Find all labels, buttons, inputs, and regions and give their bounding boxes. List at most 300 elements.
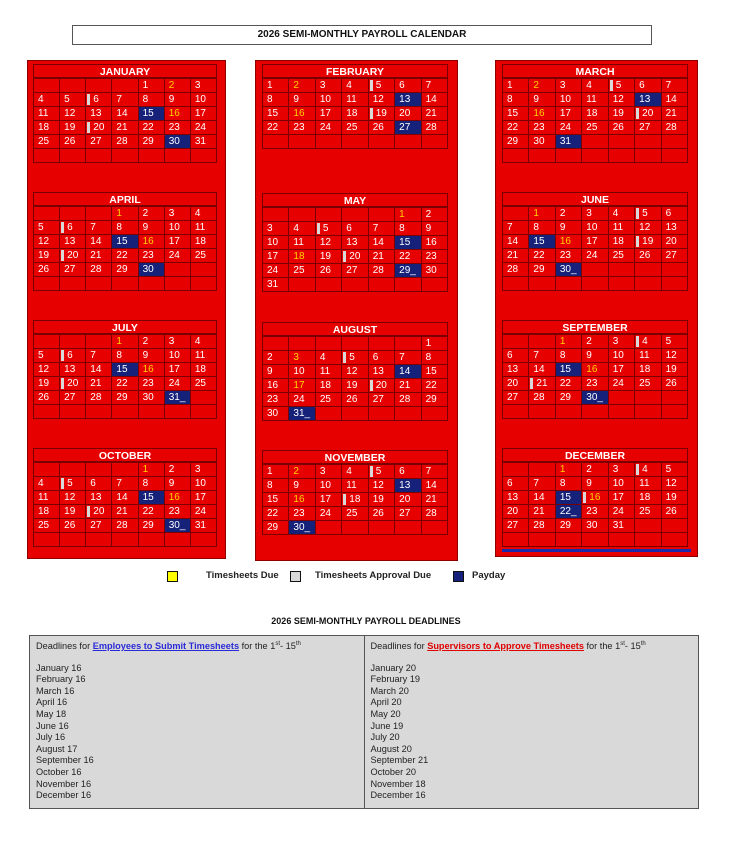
month-january — [33, 64, 217, 163]
month-name: APRIL — [33, 192, 217, 206]
day-cell: 19 — [316, 250, 342, 264]
day-cell: 22 — [112, 249, 138, 263]
empty-cell — [60, 277, 86, 291]
day-cell: 19 — [369, 493, 395, 507]
day-cell: 31 — [191, 519, 217, 533]
day-cell: 26 — [609, 121, 635, 135]
deadlines-title: 2026 SEMI-MONTHLY PAYROLL DEADLINES — [271, 616, 461, 626]
day-cell: 18 — [34, 505, 60, 519]
empty-cell — [662, 533, 688, 547]
empty-cell — [342, 208, 368, 222]
day-cell: 14 — [112, 491, 138, 505]
empty-cell — [556, 533, 582, 547]
day-cell: 16 — [263, 379, 289, 393]
day-cell: 26 — [60, 519, 86, 533]
day-cell: 14 — [662, 93, 688, 107]
day-cell: 18 — [635, 491, 661, 505]
deadline-date: August 17 — [36, 743, 78, 754]
empty-cell — [635, 263, 661, 277]
day-cell: 2 — [139, 335, 165, 349]
day-cell: 26 — [635, 249, 661, 263]
empty-cell — [86, 463, 112, 477]
day-cell: 2 — [529, 79, 555, 93]
day-cell: 31 — [609, 519, 635, 533]
day-cell: 23 — [289, 507, 315, 521]
empty-cell — [191, 391, 217, 405]
deadline-date: October 16 — [36, 767, 82, 777]
empty-cell — [191, 149, 217, 163]
deadline-date: April 16 — [36, 697, 68, 708]
day-cell: 27 — [662, 249, 688, 263]
day-cell: 12 — [369, 479, 395, 493]
empty-cell — [342, 278, 368, 292]
day-cell: 25 — [342, 121, 368, 135]
day-cell: 6 — [60, 221, 86, 235]
day-cell: 16 — [582, 491, 608, 505]
day-cell: 17 — [316, 107, 342, 121]
deadline-date: September 16 — [36, 755, 94, 766]
empty-cell — [635, 533, 661, 547]
day-cell: 22 — [263, 121, 289, 135]
day-cell: 25 — [342, 507, 368, 521]
day-cell: 15 — [263, 107, 289, 121]
day-cell: 27 — [86, 135, 112, 149]
empty-cell — [34, 79, 60, 93]
day-cell: 1 — [139, 79, 165, 93]
day-cell: 16 — [289, 107, 315, 121]
day-cell: 10 — [289, 365, 315, 379]
day-cell: 24 — [289, 393, 315, 407]
day-cell: 3 — [191, 463, 217, 477]
day-cell: 21 — [86, 377, 112, 391]
day-cell: 18 — [34, 121, 60, 135]
day-cell: 3 — [191, 79, 217, 93]
day-cell: 17 — [609, 491, 635, 505]
day-cell: 20 — [503, 505, 529, 519]
day-cell: 21 — [422, 493, 448, 507]
empty-cell — [34, 207, 60, 221]
day-cell: 8 — [422, 351, 448, 365]
empty-cell — [422, 407, 448, 421]
month-name: JANUARY — [33, 64, 217, 78]
empty-cell — [86, 533, 112, 547]
empty-cell — [503, 533, 529, 547]
day-cell: 21 — [395, 379, 421, 393]
day-cell: 18 — [342, 107, 368, 121]
empty-cell — [316, 407, 342, 421]
day-cell: 25 — [34, 519, 60, 533]
empty-cell — [60, 533, 86, 547]
empty-cell — [86, 207, 112, 221]
day-cell: 24 — [165, 249, 191, 263]
empty-cell — [34, 405, 60, 419]
empty-cell — [86, 405, 112, 419]
day-cell: 30 — [422, 264, 448, 278]
day-cell: 12 — [609, 93, 635, 107]
day-cell: 31_ — [165, 391, 191, 405]
empty-cell — [369, 208, 395, 222]
day-cell: 11 — [609, 221, 635, 235]
day-cell: 19 — [60, 121, 86, 135]
empty-cell — [662, 405, 688, 419]
day-cell: 8 — [556, 477, 582, 491]
day-cell: 27 — [60, 391, 86, 405]
day-cell: 7 — [86, 221, 112, 235]
day-cell: 12 — [316, 236, 342, 250]
day-cell: 19 — [369, 107, 395, 121]
empty-cell — [662, 263, 688, 277]
empty-cell — [582, 405, 608, 419]
legend — [0, 569, 732, 585]
day-cell: 21 — [503, 249, 529, 263]
empty-cell — [662, 391, 688, 405]
month-may — [262, 193, 448, 292]
day-cell: 22 — [395, 250, 421, 264]
empty-cell — [635, 149, 661, 163]
month-name: JUNE — [502, 192, 688, 206]
day-cell: 9 — [139, 221, 165, 235]
day-cell: 8 — [395, 222, 421, 236]
day-cell: 14 — [112, 107, 138, 121]
day-cell: 27 — [503, 391, 529, 405]
day-cell: 17 — [609, 363, 635, 377]
employee-deadlines-header — [36, 639, 358, 653]
day-cell: 28 — [503, 263, 529, 277]
supervisor-deadline-list — [371, 663, 693, 802]
day-cell: 15 — [139, 107, 165, 121]
day-cell: 27 — [503, 519, 529, 533]
day-cell: 26 — [369, 121, 395, 135]
empty-cell — [112, 533, 138, 547]
empty-cell — [165, 277, 191, 291]
day-cell: 28 — [422, 507, 448, 521]
day-cell: 26 — [60, 135, 86, 149]
month-march — [502, 64, 688, 163]
day-cell: 11 — [342, 479, 368, 493]
day-cell: 6 — [503, 477, 529, 491]
day-cell: 4 — [582, 79, 608, 93]
empty-cell — [112, 149, 138, 163]
day-cell: 21 — [86, 249, 112, 263]
supervisors-approve-link[interactable]: Supervisors to Approve Timesheets — [427, 641, 584, 652]
empty-cell — [191, 533, 217, 547]
day-cell: 16 — [165, 491, 191, 505]
day-cell: 4 — [191, 335, 217, 349]
day-cell: 11 — [635, 477, 661, 491]
day-cell: 4 — [34, 477, 60, 491]
month-june — [502, 192, 688, 291]
empty-cell — [582, 263, 608, 277]
empty-cell — [60, 79, 86, 93]
legend-payday: Payday — [472, 570, 506, 581]
day-cell: 20 — [503, 377, 529, 391]
day-cell: 20 — [369, 379, 395, 393]
day-cell: 16 — [556, 235, 582, 249]
employees-submit-link[interactable]: Employees to Submit Timesheets — [92, 641, 240, 652]
empty-cell — [395, 337, 421, 351]
legend-approval-due: Timesheets Approval Due — [315, 570, 432, 581]
day-cell: 13 — [395, 479, 421, 493]
empty-cell — [34, 335, 60, 349]
day-cell: 26 — [34, 391, 60, 405]
day-cell: 27 — [369, 393, 395, 407]
month-name: FEBRUARY — [262, 64, 448, 78]
empty-cell — [112, 405, 138, 419]
day-cell: 8 — [263, 93, 289, 107]
empty-cell — [191, 405, 217, 419]
day-cell: 2 — [556, 207, 582, 221]
day-cell: 11 — [342, 93, 368, 107]
day-cell: 28 — [422, 121, 448, 135]
day-cell: 28 — [112, 519, 138, 533]
day-cell: 25 — [34, 135, 60, 149]
empty-cell — [395, 521, 421, 535]
day-cell: 23 — [529, 121, 555, 135]
legend-approval-swatch — [290, 571, 301, 582]
empty-cell — [556, 277, 582, 291]
day-cell: 2 — [582, 335, 608, 349]
day-cell: 21 — [529, 377, 555, 391]
day-cell: 24 — [263, 264, 289, 278]
month-grid — [33, 462, 217, 547]
day-cell: 19 — [60, 505, 86, 519]
empty-cell — [395, 135, 421, 149]
day-cell: 5 — [662, 335, 688, 349]
month-grid — [502, 462, 688, 547]
day-cell: 6 — [60, 349, 86, 363]
day-cell: 18 — [609, 235, 635, 249]
day-cell: 1 — [112, 335, 138, 349]
empty-cell — [139, 149, 165, 163]
day-cell: 28 — [369, 264, 395, 278]
day-cell: 1 — [422, 337, 448, 351]
day-cell: 1 — [503, 79, 529, 93]
empty-cell — [422, 135, 448, 149]
empty-cell — [395, 278, 421, 292]
deadline-date: November 16 — [36, 778, 92, 789]
day-cell: 21 — [369, 250, 395, 264]
day-cell: 19 — [34, 377, 60, 391]
day-cell: 25 — [191, 377, 217, 391]
empty-cell — [60, 335, 86, 349]
day-cell: 9 — [529, 93, 555, 107]
empty-cell — [289, 337, 315, 351]
day-cell: 8 — [529, 221, 555, 235]
day-cell: 6 — [635, 79, 661, 93]
day-cell: 4 — [342, 465, 368, 479]
empty-cell — [86, 335, 112, 349]
day-cell: 13 — [86, 107, 112, 121]
deadline-date: June 19 — [370, 720, 404, 731]
day-cell: 3 — [556, 79, 582, 93]
empty-cell — [112, 79, 138, 93]
day-cell: 17 — [263, 250, 289, 264]
day-cell: 10 — [191, 93, 217, 107]
day-cell: 16 — [529, 107, 555, 121]
empty-cell — [316, 208, 342, 222]
empty-cell — [529, 533, 555, 547]
day-cell: 27 — [342, 264, 368, 278]
supervisor-deadlines-header — [371, 639, 693, 653]
empty-cell — [369, 337, 395, 351]
empty-cell — [139, 405, 165, 419]
day-cell: 30 — [582, 519, 608, 533]
empty-cell — [316, 337, 342, 351]
employee-deadline-list — [36, 663, 358, 802]
deadline-date: May 18 — [36, 709, 67, 720]
day-cell: 26 — [316, 264, 342, 278]
empty-cell — [556, 405, 582, 419]
day-cell: 11 — [34, 491, 60, 505]
month-august — [262, 322, 448, 421]
day-cell: 10 — [316, 479, 342, 493]
deadline-date: May 20 — [370, 709, 401, 720]
day-cell: 1 — [112, 207, 138, 221]
day-cell: 12 — [60, 491, 86, 505]
day-cell: 8 — [139, 477, 165, 491]
day-cell: 15 — [395, 236, 421, 250]
day-cell: 3 — [165, 335, 191, 349]
deadline-date: June 16 — [36, 720, 69, 731]
day-cell: 31 — [263, 278, 289, 292]
empty-cell — [635, 391, 661, 405]
empty-cell — [263, 135, 289, 149]
day-cell: 22 — [422, 379, 448, 393]
day-cell: 12 — [369, 93, 395, 107]
day-cell: 23 — [289, 121, 315, 135]
employee-deadlines-column — [30, 636, 364, 808]
day-cell: 7 — [369, 222, 395, 236]
day-cell: 7 — [86, 349, 112, 363]
day-cell: 12 — [34, 235, 60, 249]
deadline-date: August 20 — [370, 743, 412, 754]
day-cell: 10 — [556, 93, 582, 107]
day-cell: 13 — [662, 221, 688, 235]
day-cell: 19 — [609, 107, 635, 121]
day-cell: 5 — [609, 79, 635, 93]
header-prefix: Deadlines for — [36, 641, 93, 652]
day-cell: 30_ — [582, 391, 608, 405]
empty-cell — [289, 135, 315, 149]
day-cell: 28 — [112, 135, 138, 149]
day-cell: 7 — [422, 465, 448, 479]
day-cell: 3 — [316, 465, 342, 479]
supervisor-deadlines-column — [364, 636, 699, 808]
day-cell: 29 — [556, 391, 582, 405]
empty-cell — [662, 519, 688, 533]
day-cell: 24 — [316, 507, 342, 521]
day-cell: 15 — [263, 493, 289, 507]
day-cell: 22 — [529, 249, 555, 263]
day-cell: 6 — [86, 93, 112, 107]
month-february — [262, 64, 448, 149]
day-cell: 27 — [395, 507, 421, 521]
month-grid — [33, 206, 217, 291]
day-cell: 3 — [316, 79, 342, 93]
day-cell: 3 — [582, 207, 608, 221]
day-cell: 1 — [556, 463, 582, 477]
day-cell: 29 — [139, 519, 165, 533]
day-cell: 29 — [503, 135, 529, 149]
day-cell: 2 — [289, 465, 315, 479]
month-november — [262, 450, 448, 535]
month-name: AUGUST — [262, 322, 448, 336]
day-cell: 11 — [289, 236, 315, 250]
empty-cell — [529, 405, 555, 419]
empty-cell — [165, 405, 191, 419]
day-cell: 29 — [529, 263, 555, 277]
day-cell: 25 — [635, 377, 661, 391]
day-cell: 24 — [165, 377, 191, 391]
day-cell: 12 — [662, 349, 688, 363]
empty-cell — [503, 207, 529, 221]
day-cell: 3 — [609, 335, 635, 349]
empty-cell — [503, 277, 529, 291]
day-cell: 8 — [556, 349, 582, 363]
day-cell: 20 — [60, 249, 86, 263]
day-cell: 11 — [582, 93, 608, 107]
day-cell: 4 — [342, 79, 368, 93]
day-cell: 17 — [191, 107, 217, 121]
day-cell: 2 — [422, 208, 448, 222]
day-cell: 4 — [34, 93, 60, 107]
empty-cell — [529, 335, 555, 349]
day-cell: 3 — [263, 222, 289, 236]
day-cell: 12 — [342, 365, 368, 379]
header-sup: th — [640, 641, 646, 647]
legend-payday-swatch — [453, 571, 464, 582]
day-cell: 25 — [289, 264, 315, 278]
day-cell: 5 — [369, 465, 395, 479]
day-cell: 14 — [529, 363, 555, 377]
day-cell: 11 — [316, 365, 342, 379]
day-cell: 6 — [342, 222, 368, 236]
day-cell: 6 — [395, 79, 421, 93]
day-cell: 12 — [635, 221, 661, 235]
month-october — [33, 448, 217, 547]
day-cell: 19 — [662, 491, 688, 505]
day-cell: 8 — [112, 349, 138, 363]
day-cell: 30 — [529, 135, 555, 149]
empty-cell — [369, 407, 395, 421]
day-cell: 6 — [395, 465, 421, 479]
day-cell: 2 — [165, 79, 191, 93]
day-cell: 7 — [529, 349, 555, 363]
deadline-date: March 16 — [36, 685, 75, 696]
day-cell: 21 — [529, 505, 555, 519]
month-name: DECEMBER — [502, 448, 688, 462]
empty-cell — [582, 149, 608, 163]
day-cell: 23 — [556, 249, 582, 263]
empty-cell — [369, 278, 395, 292]
empty-cell — [60, 463, 86, 477]
day-cell: 1 — [263, 465, 289, 479]
month-grid — [502, 334, 688, 419]
day-cell: 27 — [395, 121, 421, 135]
day-cell: 29 — [112, 391, 138, 405]
empty-cell — [609, 135, 635, 149]
day-cell: 13 — [503, 491, 529, 505]
day-cell: 6 — [503, 349, 529, 363]
day-cell: 15 — [556, 363, 582, 377]
day-cell: 16 — [139, 235, 165, 249]
day-cell: 11 — [191, 349, 217, 363]
day-cell: 29_ — [395, 264, 421, 278]
day-cell: 15 — [112, 363, 138, 377]
day-cell: 28 — [662, 121, 688, 135]
day-cell: 24 — [316, 121, 342, 135]
empty-cell — [316, 135, 342, 149]
